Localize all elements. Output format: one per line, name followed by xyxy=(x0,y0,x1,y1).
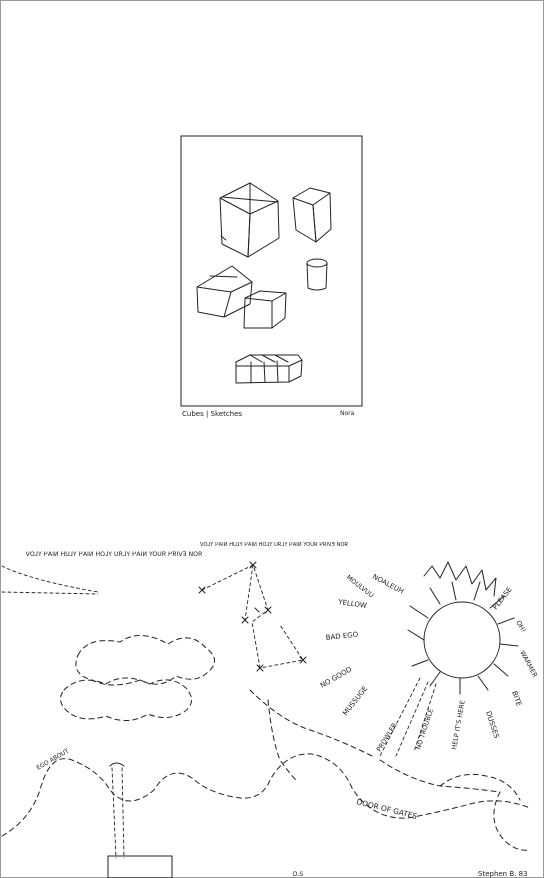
star-marks xyxy=(199,562,306,671)
mirrored-second-line: ЯОИ ЕVIЯЧ ЯUOY NIAЧ YLЯU YLOH NIAЧ YLUH NIAЧ YLOV xyxy=(25,551,203,558)
word-prowler: PROWLER xyxy=(374,721,399,754)
base-block xyxy=(108,856,172,878)
cube-sketch-panel xyxy=(181,136,362,418)
cube-large xyxy=(220,183,279,257)
word-dusses: DUSSES xyxy=(484,710,501,740)
word-yellow: YELLOW xyxy=(337,598,368,610)
word-oh: OH! xyxy=(514,619,528,634)
word-no-trouble: NO TROUBLE xyxy=(414,707,436,751)
word-bad-ego: BAD EGO xyxy=(325,630,359,642)
word-door-of-gates: DOOR OF GATES xyxy=(355,797,419,821)
cloud-upper xyxy=(76,635,215,685)
base-mark: D.S xyxy=(292,871,304,878)
hill-side-left xyxy=(268,700,296,780)
box-row xyxy=(236,355,302,383)
mirrored-top-text: ЯОИ ЕVIЯЧ ЯUOY NIAЧ YLЯU YLOH NIAЧ YLUH NIAЧ YLOV xyxy=(199,542,349,548)
caption-left: Cubes | Sketches xyxy=(182,410,243,418)
word-warmer: WARMER xyxy=(518,649,540,679)
word-no-good: NO GOOD xyxy=(319,665,354,690)
sun xyxy=(408,562,518,694)
hill-line-main xyxy=(2,754,530,836)
post-dashes xyxy=(112,768,124,858)
word-please: PLEASE xyxy=(491,585,514,612)
horizon-line xyxy=(2,592,98,594)
constellation-lines xyxy=(202,565,303,668)
signature: Stephen B. 83 xyxy=(478,870,528,878)
wave-shape xyxy=(440,774,520,800)
word-ego-about: EGO ABOUT xyxy=(35,747,71,772)
word-mussuge: MUSSUGE xyxy=(341,684,370,718)
post-top xyxy=(110,763,124,766)
sun-flames xyxy=(424,562,496,596)
horizon-dash xyxy=(2,566,98,592)
hill-ridge xyxy=(380,760,500,792)
word-help-its-here: HELP IT'S HERE xyxy=(450,699,467,751)
word-moulvuu: MOULVUU xyxy=(344,573,376,600)
word-noaleuh: NOALEUH xyxy=(371,572,405,596)
caption-right: Nora xyxy=(340,410,355,417)
word-bite: BITE xyxy=(510,689,523,708)
cloud-lower xyxy=(60,678,191,721)
cube-small-right xyxy=(293,188,331,242)
cylinder-shape xyxy=(307,259,327,290)
landscape-drawing xyxy=(2,542,539,878)
prism-shape xyxy=(197,266,252,317)
